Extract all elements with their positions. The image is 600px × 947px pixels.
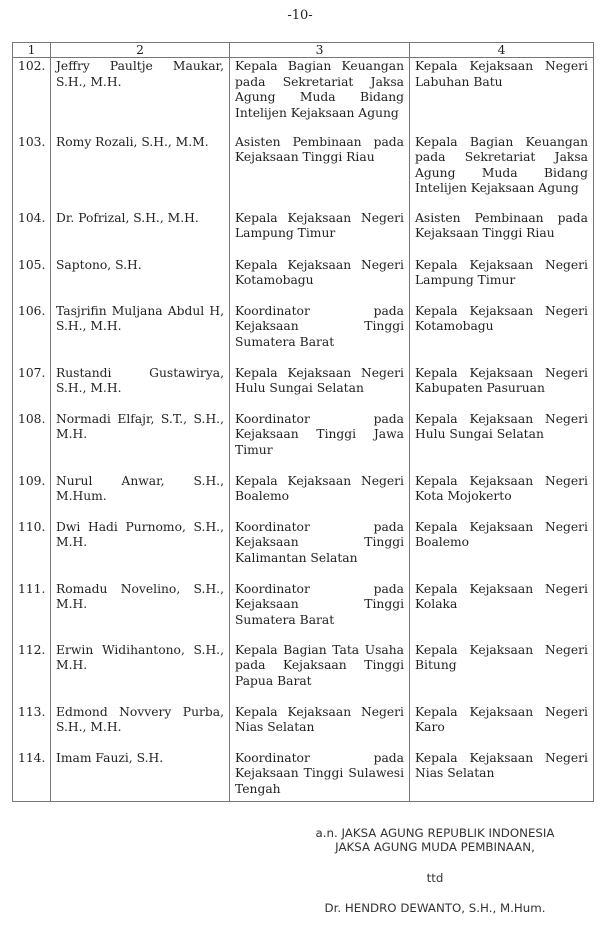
table-row <box>13 211 594 258</box>
previous-position: Koordinator pada Kejaksaan Tinggi Sumatera Barat <box>230 304 410 366</box>
row-number: 110. <box>13 520 51 582</box>
column-header-3: 3 <box>230 43 410 58</box>
table-row <box>13 643 594 705</box>
table-row <box>13 474 594 520</box>
new-position: Kepala Kejaksaan Negeri Hulu Sungai Selatan <box>410 412 594 474</box>
new-position: Kepala Kejaksaan Negeri Nias Selatan <box>410 751 594 802</box>
previous-position: Kepala Bagian Keuangan pada Sekretariat Jaksa Agung Muda Bidang Intelijen Kejaksaan Agung <box>230 58 410 135</box>
employee-name: Tasjrifin Muljana Abdul H, S.H., M.H. <box>51 304 230 366</box>
previous-position: Asisten Pembinaan pada Kejaksaan Tinggi Riau <box>230 135 410 211</box>
table-row <box>13 412 594 474</box>
previous-position: Kepala Kejaksaan Negeri Nias Selatan <box>230 705 410 751</box>
previous-position: Kepala Kejaksaan Negeri Kotamobagu <box>230 258 410 304</box>
column-header-2: 2 <box>51 43 230 58</box>
previous-position: Kepala Bagian Tata Usaha pada Kejaksaan Tinggi Papua Barat <box>230 643 410 705</box>
employee-name: Normadi Elfajr, S.T., S.H., M.H. <box>51 412 230 474</box>
signature-office-line: JAKSA AGUNG MUDA PEMBINAAN, <box>335 840 535 854</box>
new-position: Kepala Kejaksaan Negeri Lampung Timur <box>410 258 594 304</box>
new-position: Kepala Kejaksaan Negeri Bitung <box>410 643 594 705</box>
new-position: Kepala Kejaksaan Negeri Kolaka <box>410 582 594 643</box>
row-number: 109. <box>13 474 51 520</box>
new-position: Kepala Kejaksaan Negeri Boalemo <box>410 520 594 582</box>
new-position: Kepala Kejaksaan Negeri Kabupaten Pasuruan <box>410 366 594 412</box>
row-number: 111. <box>13 582 51 643</box>
row-number: 102. <box>13 58 51 135</box>
previous-position: Koordinator pada Kejaksaan Tinggi Kalimantan Selatan <box>230 520 410 582</box>
employee-name: Dwi Hadi Purnomo, S.H., M.H. <box>51 520 230 582</box>
previous-position: Koordinator pada Kejaksaan Tinggi Sulawesi Tengah <box>230 751 410 802</box>
personnel-transfer-table <box>12 42 594 802</box>
employee-name: Romy Rozali, S.H., M.M. <box>51 135 230 211</box>
table-header-row <box>13 43 594 58</box>
signature-ttd: ttd <box>426 871 444 885</box>
previous-position: Kepala Kejaksaan Negeri Boalemo <box>230 474 410 520</box>
employee-name: Rustandi Gustawirya, S.H., M.H. <box>51 366 230 412</box>
employee-name: Romadu Novelino, S.H., M.H. <box>51 582 230 643</box>
table-row <box>13 520 594 582</box>
row-number: 114. <box>13 751 51 802</box>
table-row <box>13 58 594 135</box>
signer-name: Dr. HENDRO DEWANTO, S.H., M.Hum. <box>324 901 546 915</box>
page-number: -10- <box>287 8 313 23</box>
employee-name: Imam Fauzi, S.H. <box>51 751 230 802</box>
row-number: 104. <box>13 211 51 258</box>
row-number: 108. <box>13 412 51 474</box>
row-number: 112. <box>13 643 51 705</box>
signature-block <box>270 826 600 915</box>
new-position: Kepala Kejaksaan Negeri Karo <box>410 705 594 751</box>
table-row <box>13 135 594 211</box>
row-number: 113. <box>13 705 51 751</box>
employee-name: Edmond Novvery Purba, S.H., M.H. <box>51 705 230 751</box>
previous-position: Kepala Kejaksaan Negeri Lampung Timur <box>230 211 410 258</box>
employee-name: Nurul Anwar, S.H., M.Hum. <box>51 474 230 520</box>
new-position: Kepala Kejaksaan Negeri Kotamobagu <box>410 304 594 366</box>
signature-authority-line: a.n. JAKSA AGUNG REPUBLIK INDONESIA <box>315 826 555 840</box>
previous-position: Kepala Kejaksaan Negeri Hulu Sungai Selatan <box>230 366 410 412</box>
employee-name: Erwin Widihantono, S.H., M.H. <box>51 643 230 705</box>
row-number: 106. <box>13 304 51 366</box>
table-row <box>13 304 594 366</box>
row-number: 105. <box>13 258 51 304</box>
column-header-1: 1 <box>13 43 51 58</box>
previous-position: Koordinator pada Kejaksaan Tinggi Jawa Timur <box>230 412 410 474</box>
new-position: Kepala Kejaksaan Negeri Kota Mojokerto <box>410 474 594 520</box>
table-row <box>13 366 594 412</box>
new-position: Kepala Kejaksaan Negeri Labuhan Batu <box>410 58 594 135</box>
employee-name: Saptono, S.H. <box>51 258 230 304</box>
table-row <box>13 705 594 751</box>
table-row <box>13 751 594 802</box>
new-position: Asisten Pembinaan pada Kejaksaan Tinggi Riau <box>410 211 594 258</box>
column-header-4: 4 <box>410 43 594 58</box>
employee-name: Jeffry Paultje Maukar, S.H., M.H. <box>51 58 230 135</box>
table-row <box>13 582 594 643</box>
table-row <box>13 258 594 304</box>
employee-name: Dr. Pofrizal, S.H., M.H. <box>51 211 230 258</box>
row-number: 103. <box>13 135 51 211</box>
previous-position: Koordinator pada Kejaksaan Tinggi Sumatera Barat <box>230 582 410 643</box>
row-number: 107. <box>13 366 51 412</box>
new-position: Kepala Bagian Keuangan pada Sekretariat Jaksa Agung Muda Bidang Intelijen Kejaksaan Agung <box>410 135 594 211</box>
